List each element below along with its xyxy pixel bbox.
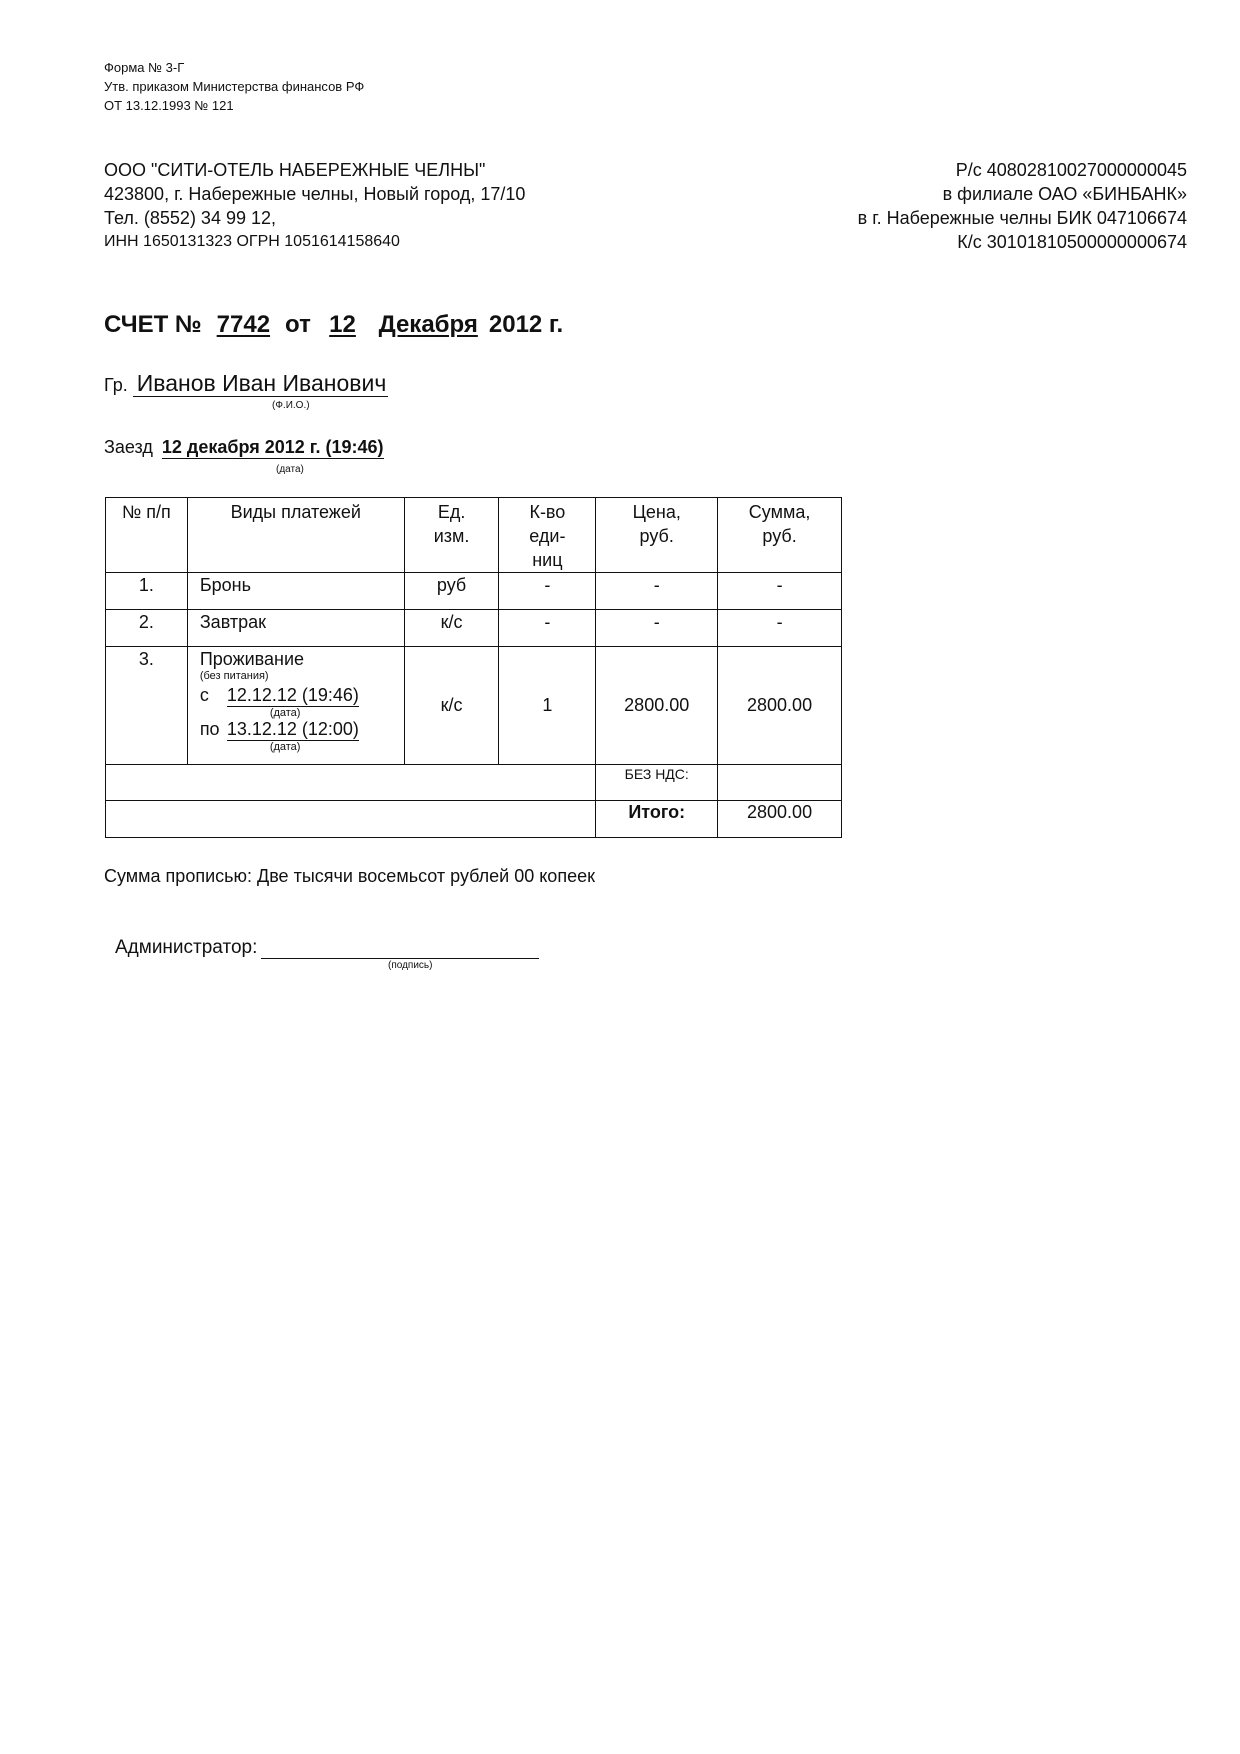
- guest-caption: (Ф.И.О.): [272, 400, 310, 411]
- guest-line: [104, 370, 388, 397]
- guest-name: Иванов Иван Иванович: [133, 370, 389, 397]
- row-qty: 1: [499, 647, 596, 765]
- stay-to-caption: (дата): [269, 741, 301, 753]
- row-kind: Бронь: [187, 573, 404, 610]
- arrival-line: [104, 436, 384, 459]
- form-approval: Утв. приказом Министерства финансов РФ: [104, 79, 365, 94]
- row-sum: -: [718, 573, 842, 610]
- header-sum: [718, 498, 842, 573]
- invoice-table: [105, 497, 842, 838]
- header-qty-line1: К-во: [529, 502, 566, 522]
- stay-from-date: 12.12.12 (19:46): [226, 685, 359, 705]
- form-order: ОТ 13.12.1993 № 121: [104, 98, 234, 113]
- table-row: [106, 573, 842, 610]
- invoice-from-label: от: [285, 311, 311, 338]
- row-kind-cell: [187, 647, 404, 765]
- vat-spacer: [106, 765, 596, 801]
- arrival-label: Заезд: [104, 437, 153, 457]
- signature-caption: (подпись): [388, 960, 433, 971]
- vat-label: БЕЗ НДС:: [596, 765, 718, 801]
- row-price: -: [596, 573, 718, 610]
- table-header-row: [106, 498, 842, 573]
- row-sum: -: [718, 610, 842, 647]
- bank-details: [858, 158, 1187, 254]
- bank-corr-account: К/с 30101810500000000674: [957, 232, 1187, 252]
- row-qty: -: [499, 573, 596, 610]
- row-unit: руб: [404, 573, 499, 610]
- organization-name: ООО "СИТИ-ОТЕЛЬ НАБЕРЕЖНЫЕ ЧЕЛНЫ": [104, 160, 486, 180]
- row-sum: 2800.00: [718, 647, 842, 765]
- invoice-month: Декабря: [378, 311, 478, 338]
- total-label: Итого:: [596, 801, 718, 838]
- organization-block: [104, 158, 525, 254]
- signature-field: [261, 940, 539, 959]
- bank-branch: в филиале ОАО «БИНБАНК»: [942, 184, 1187, 204]
- total-value: 2800.00: [718, 801, 842, 838]
- row-kind: Завтрак: [187, 610, 404, 647]
- form-note: [104, 58, 364, 115]
- header-qty: [499, 498, 596, 573]
- vat-row: [106, 765, 842, 801]
- arrival-date: 12 декабря 2012 г. (19:46): [161, 437, 384, 457]
- row-num: 2.: [106, 610, 188, 647]
- row-unit: к/с: [404, 610, 499, 647]
- invoice-day: 12: [329, 311, 356, 338]
- bank-city-bik: в г. Набережные челны БИК 047106674: [857, 208, 1187, 228]
- organization-address: 423800, г. Набережные челны, Новый город, 17/10: [104, 184, 526, 204]
- stay-to-label: по: [199, 719, 220, 739]
- header-unit-line1: Ед.: [437, 502, 466, 522]
- header-qty-line3: ниц: [532, 550, 563, 570]
- invoice-title-prefix: СЧЕТ №: [104, 311, 202, 338]
- row-kind: Проживание: [199, 649, 305, 669]
- invoice-number: 7742: [216, 311, 271, 338]
- invoice-title: [104, 311, 563, 339]
- table-row: [106, 610, 842, 647]
- row-kind-note: (без питания): [199, 670, 269, 682]
- signature-line: [115, 937, 539, 959]
- header-sum-line1: Сумма,: [748, 502, 811, 522]
- table-row: [106, 647, 842, 765]
- row-num: 3.: [106, 647, 188, 765]
- stay-from-caption: (дата): [269, 707, 301, 719]
- header-sum-line2: руб.: [762, 526, 797, 546]
- row-num: 1.: [106, 573, 188, 610]
- total-spacer: [106, 801, 596, 838]
- header-kind: Виды платежей: [187, 498, 404, 573]
- header-price-line2: руб.: [639, 526, 674, 546]
- header-price: [596, 498, 718, 573]
- invoice-year: 2012 г.: [488, 311, 564, 338]
- bank-account: Р/с 40802810027000000045: [955, 160, 1187, 180]
- header-price-line1: Цена,: [632, 502, 681, 522]
- sum-in-words: Сумма прописью: Две тысячи восемьсот рублей 00 копеек: [104, 866, 595, 886]
- stay-from-label: с: [199, 685, 209, 705]
- header-unit: [404, 498, 499, 573]
- row-qty: -: [499, 610, 596, 647]
- organization-phone: Тел. (8552) 34 99 12,: [104, 208, 277, 228]
- header-unit-line2: изм.: [433, 526, 470, 546]
- row-price: -: [596, 610, 718, 647]
- row-unit: к/с: [404, 647, 499, 765]
- stay-to-date: 13.12.12 (12:00): [226, 719, 359, 739]
- arrival-caption: (дата): [276, 464, 304, 475]
- signature-label: Администратор:: [115, 937, 258, 958]
- stay-to-line: [200, 719, 404, 741]
- header-qty-line2: еди-: [529, 526, 566, 546]
- total-row: [106, 801, 842, 838]
- row-price: 2800.00: [596, 647, 718, 765]
- stay-from-line: [200, 685, 404, 707]
- form-number: Форма № 3-Г: [104, 60, 185, 75]
- vat-value: [718, 765, 842, 801]
- organization-ids: ИНН 1650131323 ОГРН 1051614158640: [104, 233, 400, 250]
- guest-prefix: Гр.: [104, 375, 128, 395]
- header-num: № п/п: [106, 498, 188, 573]
